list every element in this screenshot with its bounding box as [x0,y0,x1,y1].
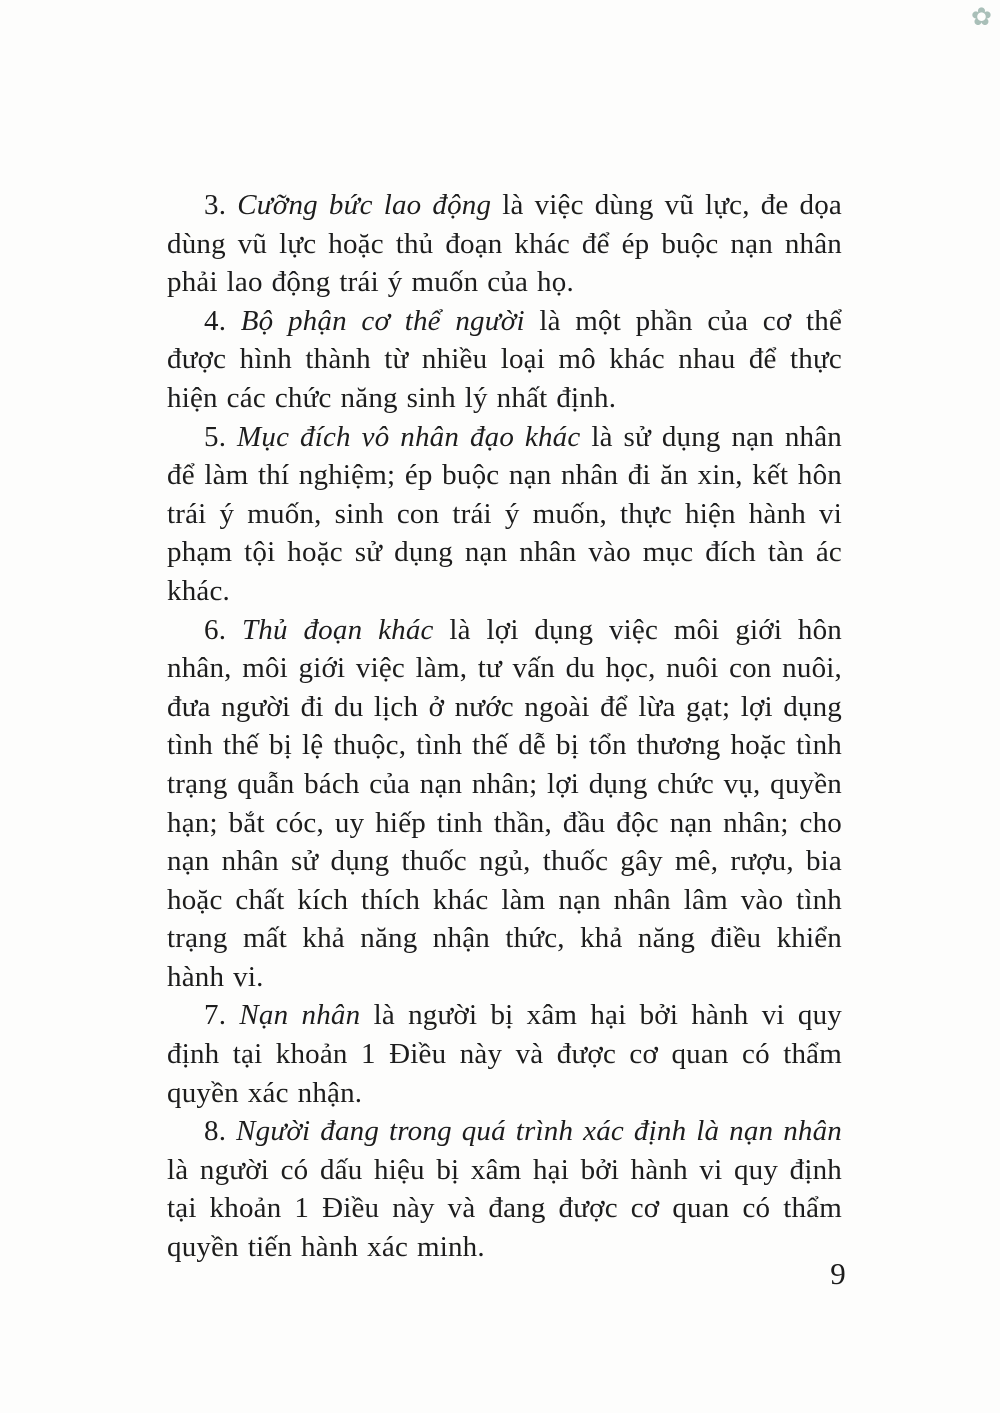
clause-text: là việc dùng vũ lực, đe dọa dùng vũ lực hoặc thủ đoạn khác để ép buộc nạn nhân phải lao động trái ý muốn của họ. [167,189,843,299]
page-number: 9 [830,1256,846,1291]
clause-number: 5. [204,420,227,453]
clause-text: là lợi dụng việc môi giới hôn nhân, môi giới việc làm, tư vấn du học, nuôi con nuôi, đưa người đi du lịch ở nước ngoài để lừa gạt; lợi dụng tình thế bị lệ thuộc, tình thế dễ bị tổn thương hoặc tình trạng quẫn bách của nạn nhân; lợi dụng chức vụ, quyền hạn; bắt cóc, uy hiếp tinh thần, đầu độc nạn nhân; cho nạn nhân sử dụng thuốc ngủ, thuốc gây mê, rượu, bia hoặc chất kích thích khác làm nạn nhân lâm vào tình trạng mất khả năng nhận thức, khả năng điều khiển hành vi. [167,613,842,993]
clause-number: 6. [204,613,227,646]
paragraph-clause-6 [167,611,842,997]
clause-text: là sử dụng nạn nhân để làm thí nghiệm; ép buộc nạn nhân đi ăn xin, kết hôn trái ý muốn, sinh con trái ý muốn, thực hiện hành vi phạm tội hoặc sử dụng nạn nhân vào mục đích tàn ác khác. [167,420,843,607]
page-body-text [167,186,842,1267]
paragraph-clause-3 [167,186,842,302]
defined-term: Bộ phận cơ thể người [240,304,525,337]
defined-term: Thủ đoạn khác [241,613,434,646]
paragraph-clause-8 [167,1112,842,1266]
clause-number: 8. [204,1115,227,1148]
paragraph-clause-7 [167,996,842,1112]
clause-text: là một phần của cơ thể được hình thành từ nhiều loại mô khác nhau để thực hiện các chức năng sinh lý nhất định. [167,304,843,414]
clause-text: là người có dấu hiệu bị xâm hại bởi hành vi quy định tại khoản 1 Điều này và đang được cơ quan có thẩm quyền tiến hành xác minh. [167,1153,842,1264]
paragraph-clause-4 [167,302,842,418]
paragraph-clause-5 [167,418,842,611]
defined-term: Mục đích vô nhân đạo khác [237,420,581,453]
defined-term: Cưỡng bức lao động [237,189,492,221]
clause-number: 4. [204,304,227,337]
clause-number: 7. [204,999,227,1032]
defined-term: Người đang trong quá trình xác định là nạn nhân [236,1115,842,1148]
flower-icon: ✿ [971,2,992,31]
defined-term: Nạn nhân [239,999,361,1032]
clause-number: 3. [204,189,227,221]
clause-text: là người bị xâm hại bởi hành vi quy định tại khoản 1 Điều này và được cơ quan có thẩm quyền xác nhận. [167,999,842,1109]
